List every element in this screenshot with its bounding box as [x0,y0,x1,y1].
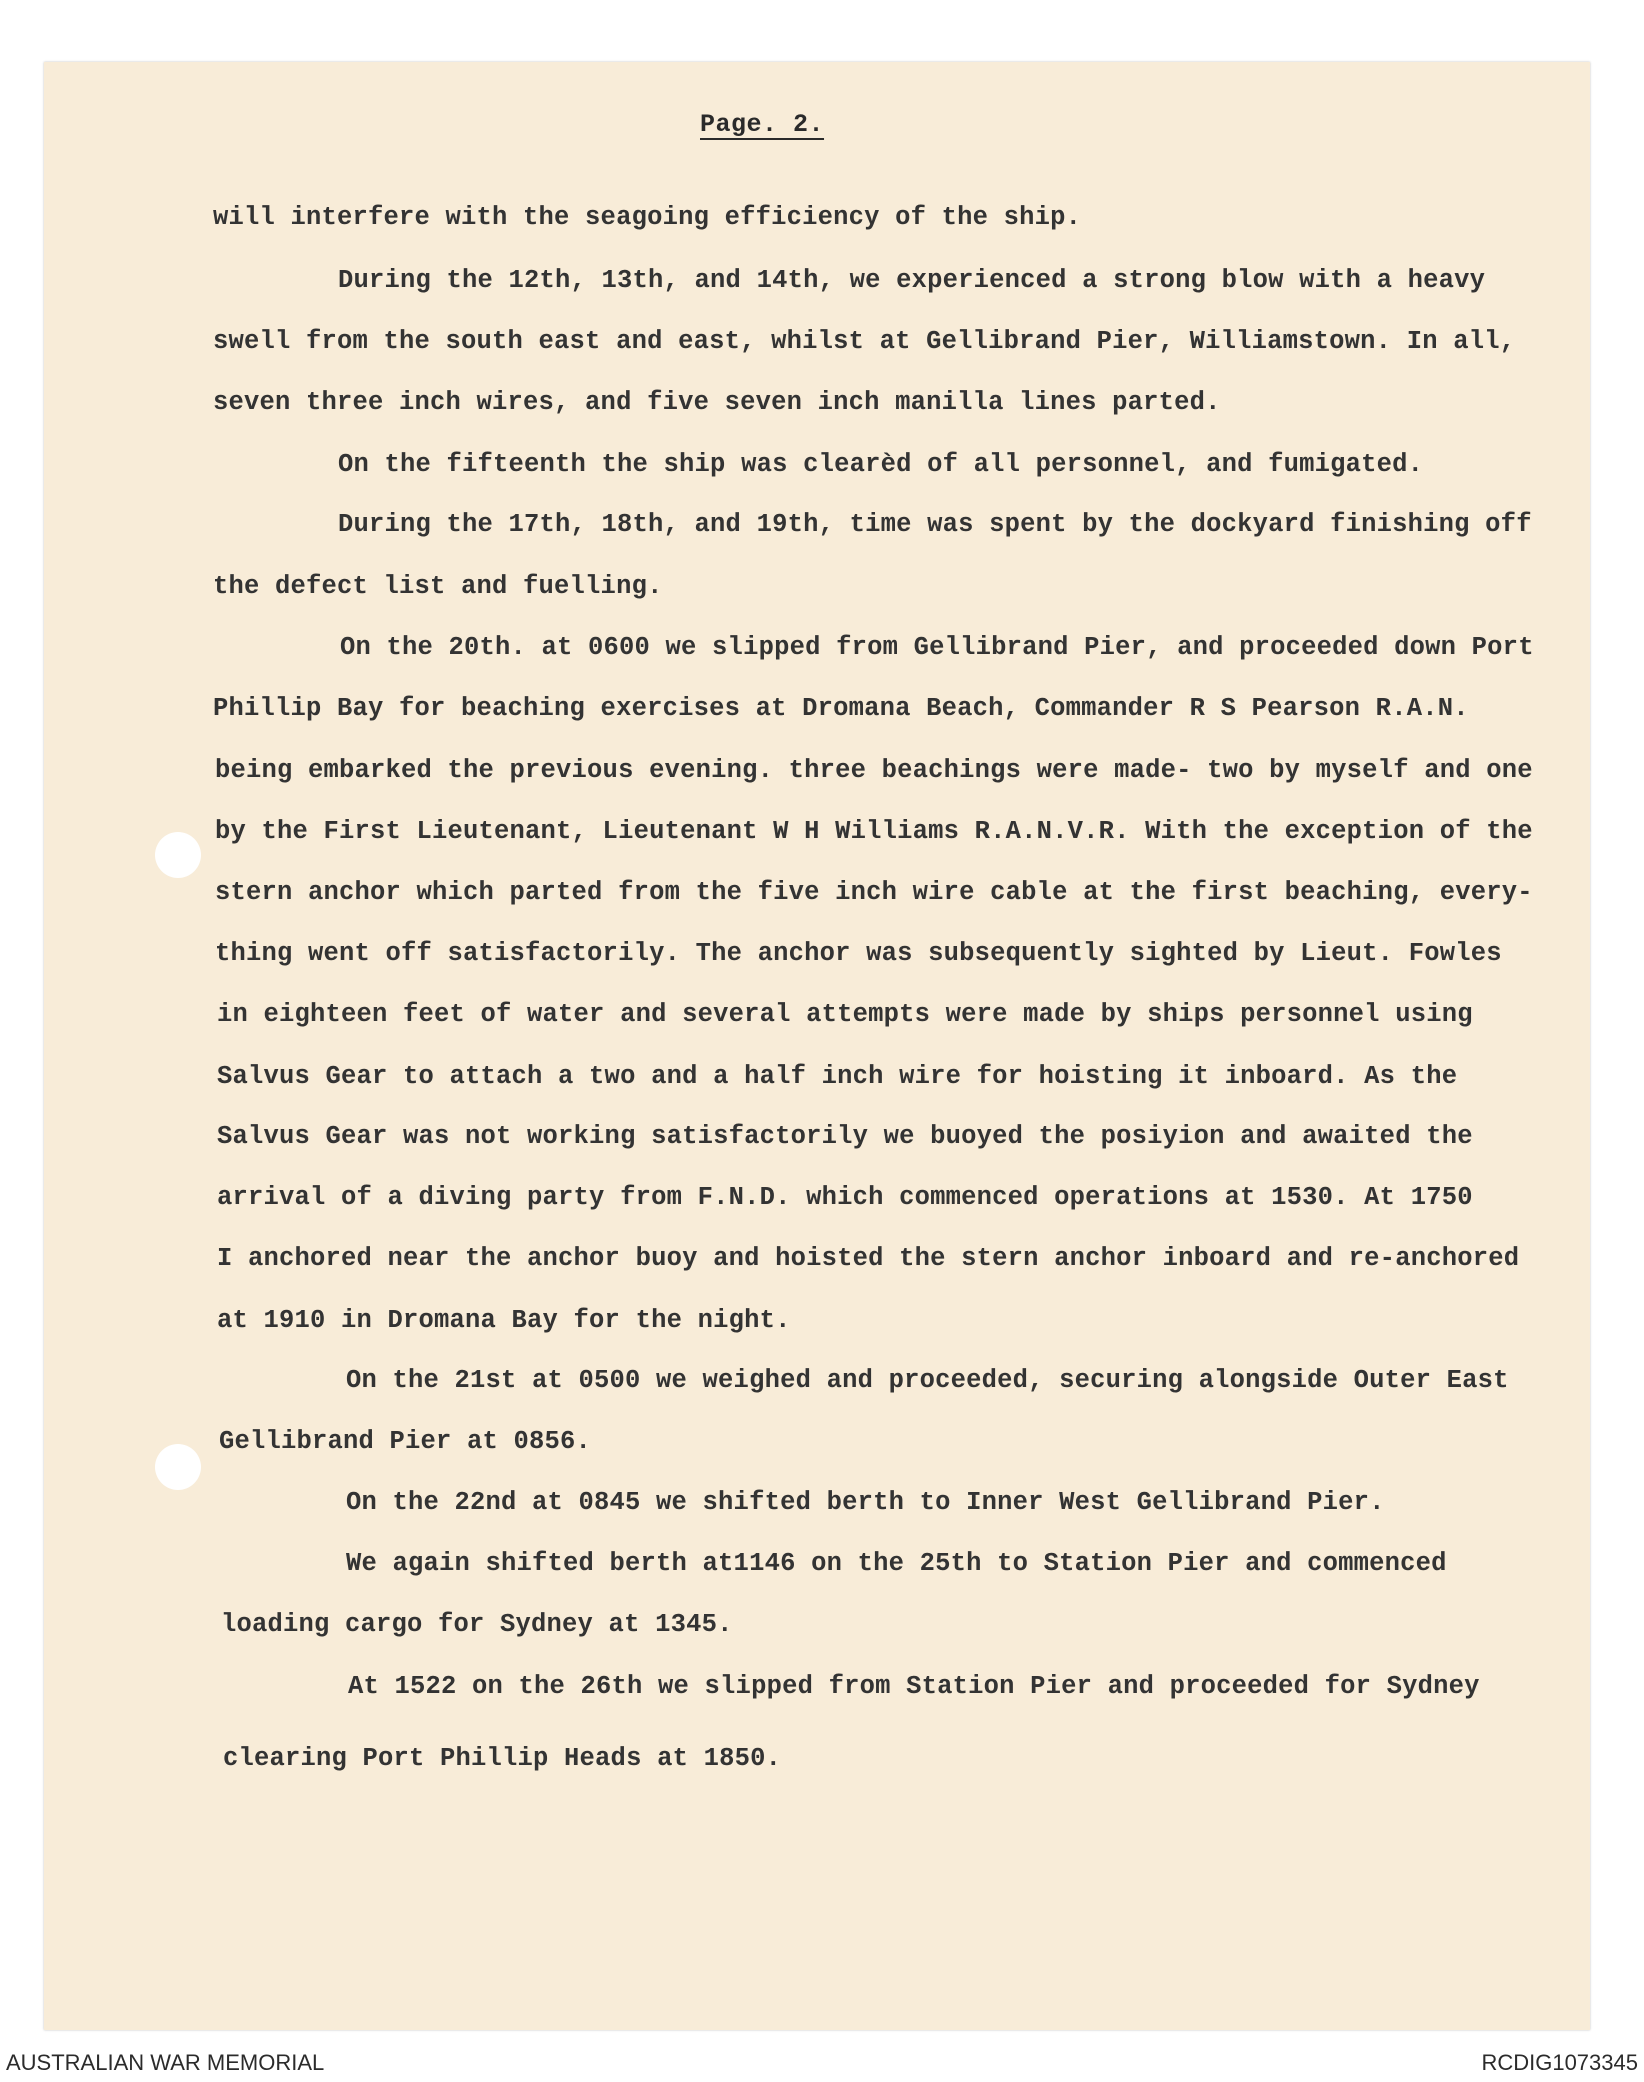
text-line: being embarked the previous evening. three beachings were made- two by myself and one [215,756,1533,785]
text-line: On the fifteenth the ship was clearèd of all personnel, and fumigated. [338,450,1424,479]
text-line: Gellibrand Pier at 0856. [219,1427,592,1456]
text-line: During the 12th, 13th, and 14th, we experienced a strong blow with a heavy [338,266,1486,295]
text-line: clearing Port Phillip Heads at 1850. [223,1744,782,1773]
text-line: thing went off satisfactorily. The anchor was subsequently sighted by Lieut. Fowles [215,939,1502,968]
text-line: in eighteen feet of water and several attempts were made by ships personnel using [217,1000,1473,1029]
text-line: arrival of a diving party from F.N.D. which commenced operations at 1530. At 1750 [217,1183,1473,1212]
text-line: Salvus Gear was not working satisfactorily we buoyed the posiyion and awaited the [217,1122,1473,1151]
text-line: At 1522 on the 26th we slipped from Station Pier and proceeded for Sydney [348,1672,1480,1701]
document-page [44,62,1590,2030]
text-line: I anchored near the anchor buoy and hoisted the stern anchor inboard and re-anchored [217,1244,1520,1273]
text-line: Phillip Bay for beaching exercises at Dromana Beach, Commander R S Pearson R.A.N. [213,694,1469,723]
text-line: by the First Lieutenant, Lieutenant W H Williams R.A.N.V.R. With the exception of the [215,817,1533,846]
text-line: the defect list and fuelling. [213,572,663,601]
text-line: We again shifted berth at1146 on the 25th to Station Pier and commenced [346,1549,1447,1578]
footer-item-id: RCDIG1073345 [1481,2050,1638,2075]
text-line: loading cargo for Sydney at 1345. [221,1610,733,1639]
punch-hole-lower [155,1444,201,1490]
text-line: seven three inch wires, and five seven inch manilla lines parted. [213,388,1221,417]
text-line: swell from the south east and east, whilst at Gellibrand Pier, Williamstown. In all, [213,327,1516,356]
page-number-heading: Page. 2. [700,110,825,139]
text-line: On the 21st at 0500 we weighed and proceeded, securing alongside Outer East [346,1366,1509,1395]
footer-institution: AUSTRALIAN WAR MEMORIAL [6,2050,325,2075]
text-line: stern anchor which parted from the five inch wire cable at the first beaching, every- [215,878,1533,907]
text-line: Salvus Gear to attach a two and a half inch wire for hoisting it inboard. As the [217,1062,1458,1091]
text-line: On the 20th. at 0600 we slipped from Gellibrand Pier, and proceeded down Port [340,633,1534,662]
punch-hole-upper [155,832,201,878]
text-line: During the 17th, 18th, and 19th, time was spent by the dockyard finishing off [338,510,1532,539]
text-line: On the 22nd at 0845 we shifted berth to Inner West Gellibrand Pier. [346,1488,1385,1517]
text-line: at 1910 in Dromana Bay for the night. [217,1306,791,1335]
text-line: will interfere with the seagoing efficiency of the ship. [213,203,1082,232]
